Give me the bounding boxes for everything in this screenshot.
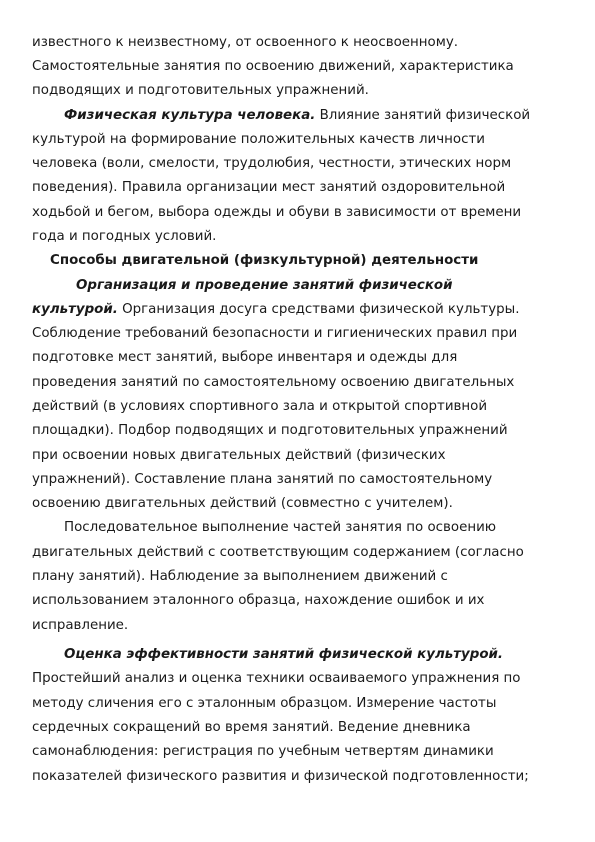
text-line: ходьбой и бегом, выбора одежды и обуви в зависимости от времени [32,205,522,220]
subsection-heading: Оценка эффективности занятий физической культурой. [64,647,503,662]
subsection-heading: культурой. [32,302,118,317]
text-line: Простейший анализ и оценка техники осваиваемого упражнения по [32,671,521,686]
text-line: исправление. [32,618,129,633]
text-line: Последовательное выполнение частей занятия по освоению [64,520,497,535]
text-line: сердечных сокращений во время занятий. Ведение дневника [32,720,471,735]
text-line: культурой на формирование положительных качеств личности [32,132,485,147]
section-heading: Физическая культура человека. [64,108,316,123]
text-line: известного к неизвестному, от освоенного к неосвоенному. [32,35,459,50]
text-line: плану занятий). Наблюдение за выполнением движений с [32,569,448,584]
text-line [0,300,519,320]
text-run: Организация досуга средствами физической культуры. [117,302,520,317]
text-line: самонаблюдения: регистрация по учебным четвертям динамики [32,744,494,759]
section-title: Способы двигательной (физкультурной) деятельности [50,253,479,268]
text-line [0,106,530,126]
text-line: двигательных действий с соответствующим содержанием (согласно [32,545,524,560]
text-line: при освоении новых двигательных действий (физических [32,448,446,463]
text-line: действий (в условиях спортивного зала и открытой спортивной [32,399,488,414]
text-line: использованием эталонного образца, нахождение ошибок и их [32,593,485,608]
text-line: поведения). Правила организации мест занятий оздоровительной [32,180,506,195]
text-line: показателей физического развития и физической подготовленности; [32,769,529,784]
text-line: года и погодных условий. [32,229,217,244]
text-run: Влияние занятий физической [315,108,531,123]
text-line: человека (воли, смелости, трудолюбия, честности, этических норм [32,156,512,171]
text-line: подготовке мест занятий, выборе инвентаря и одежды для [32,350,458,365]
text-line: упражнений). Составление плана занятий по самостоятельному [32,472,493,487]
text-line: Самостоятельные занятия по освоению движений, характеристика [32,59,514,74]
subsection-heading: Организация и проведение занятий физической [76,278,453,293]
text-line: проведения занятий по самостоятельному освоению двигательных [32,375,515,390]
text-line: освоению двигательных действий (совместно с учителем). [32,496,453,511]
text-line: методу сличения его с эталонным образцом. Измерение частоты [32,696,497,711]
text-line: площадки). Подбор подводящих и подготовительных упражнений [32,423,508,438]
text-line: Соблюдение требований безопасности и гигиенических правил при [32,326,518,341]
text-line: подводящих и подготовительных упражнений. [32,83,369,98]
